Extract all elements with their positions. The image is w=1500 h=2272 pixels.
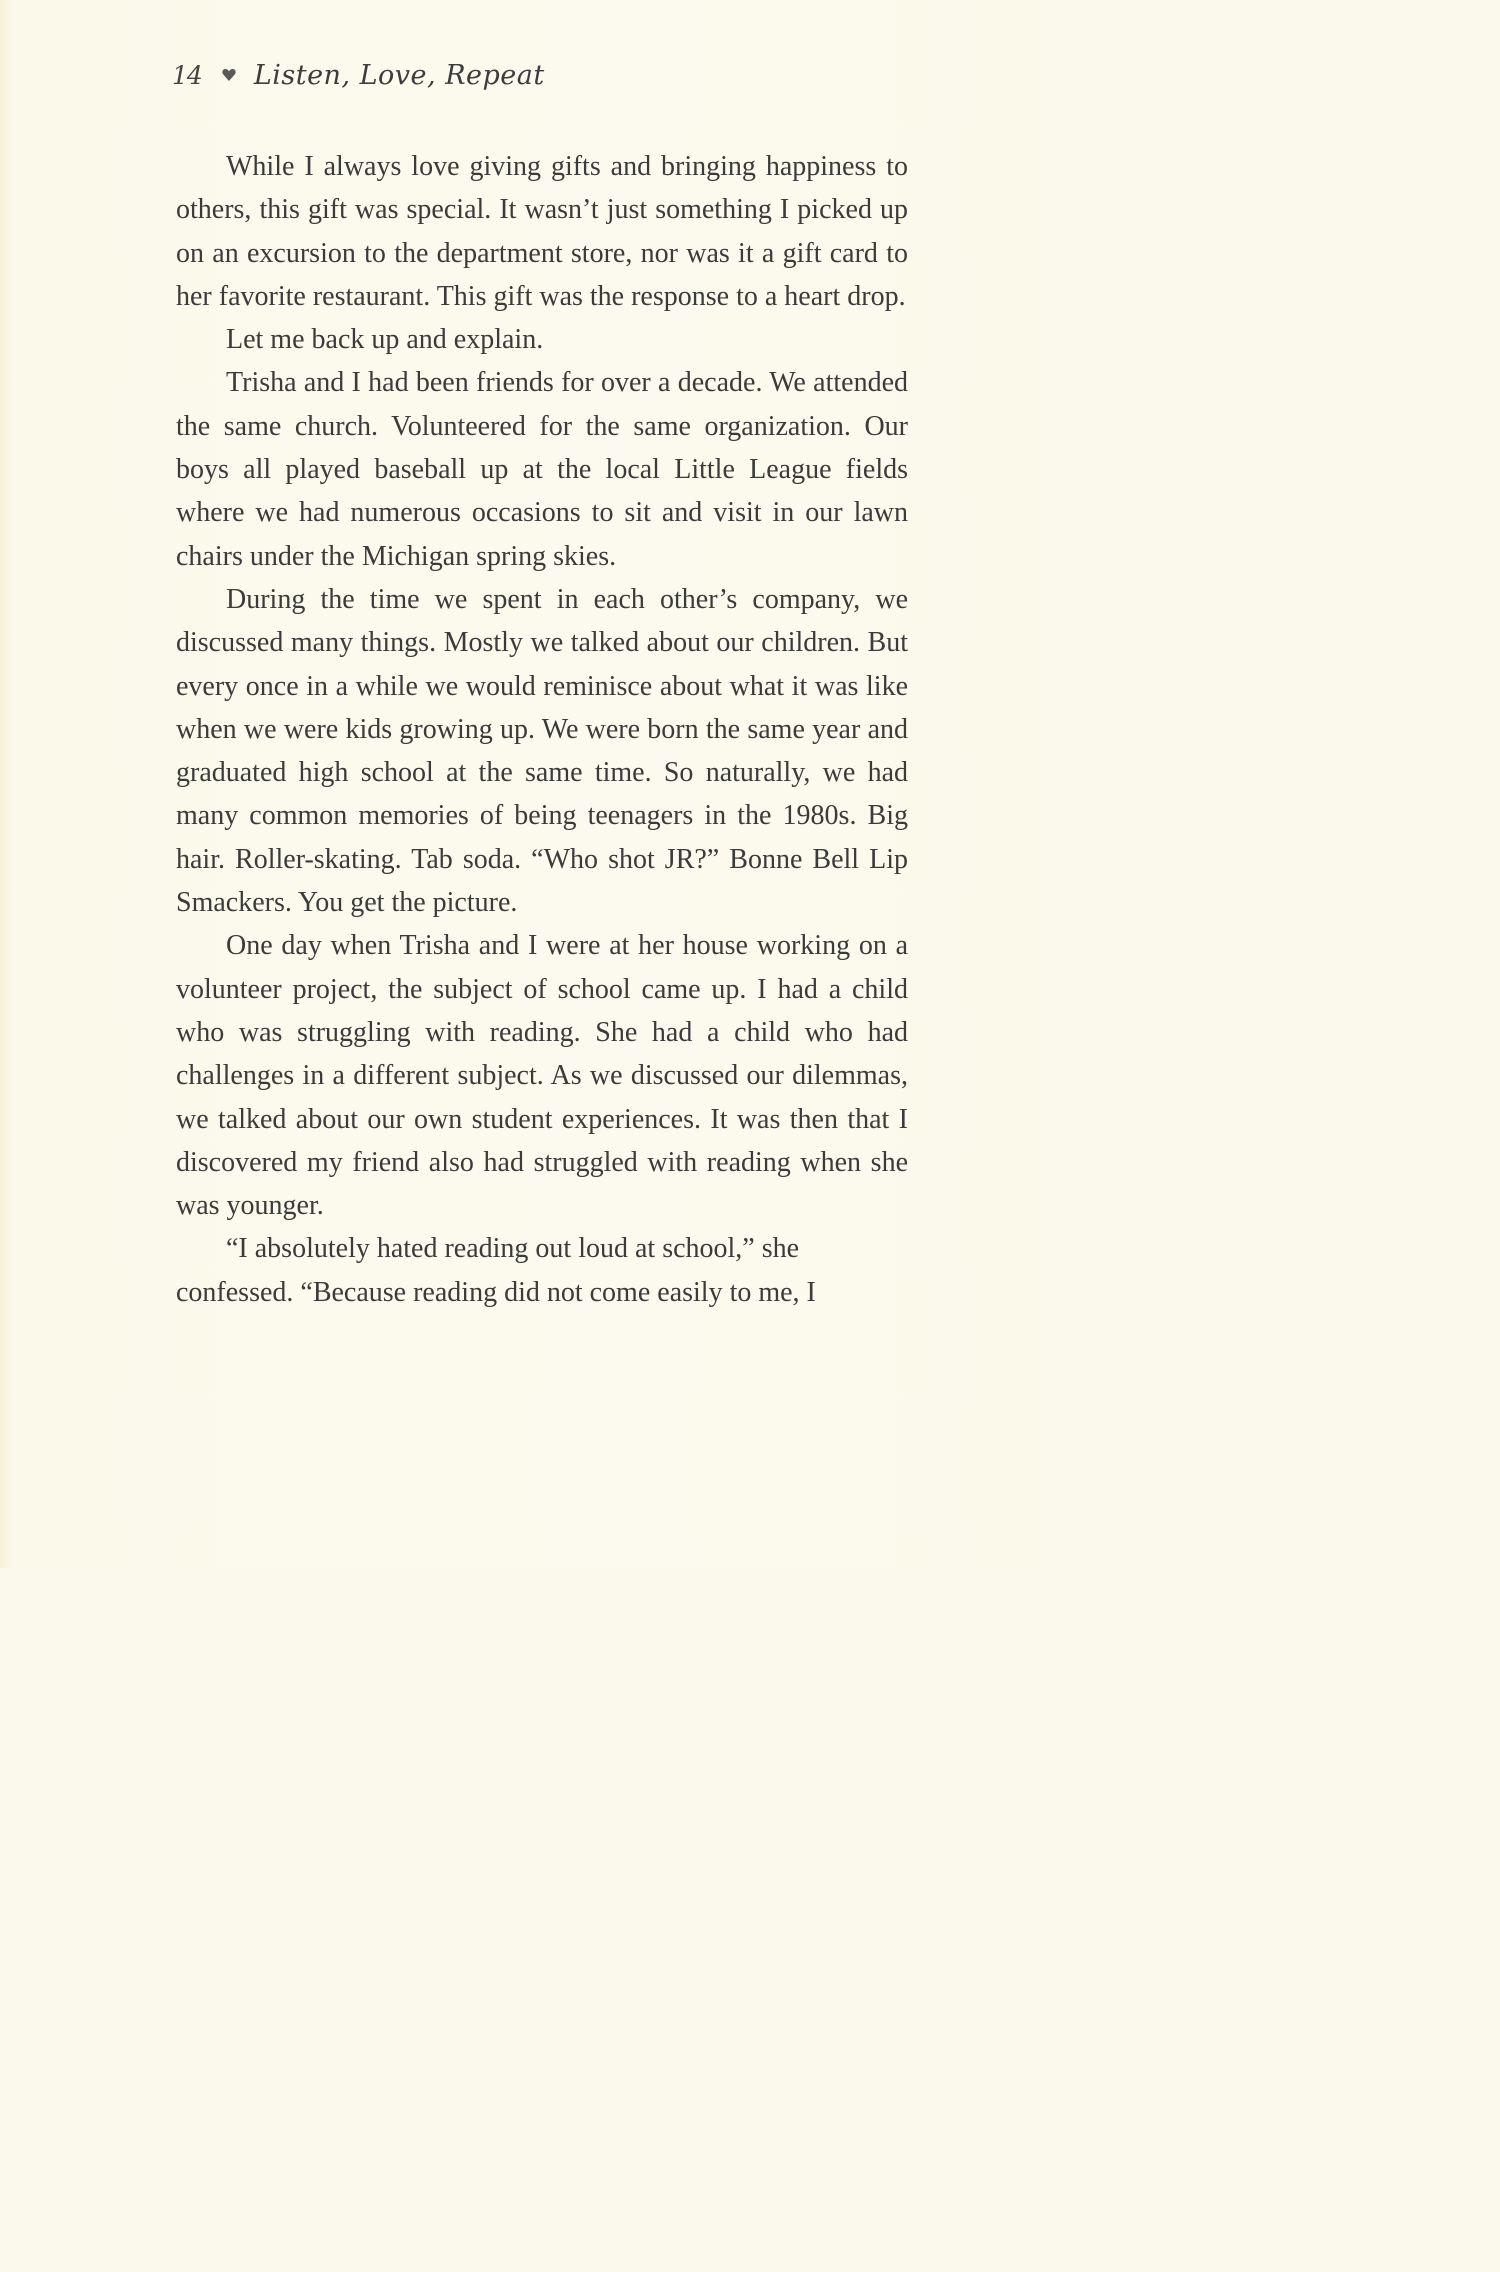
body-text	[176, 145, 908, 1314]
paragraph: “I absolutely hated reading out loud at school,” she confessed. “Because reading did not come easily to me, I	[176, 1233, 816, 1308]
book-title: Listen, Love, Repeat	[253, 59, 545, 91]
page-number: 14	[172, 60, 202, 90]
book-page	[0, 0, 1035, 1568]
paragraph: Trisha and I had been friends for over a decade. We attended the same church. Volunteered for the same organization. Our boys all played baseball up at the local Little League fields where we had numerous occasions to sit and visit in our lawn chairs under the Michigan spring skies.	[176, 367, 908, 572]
paragraph: While I always love giving gifts and bringing happiness to others, this gift was special. It wasn’t just something I picked up on an excursion to the department store, nor was it a gift card to her favorite restaurant. This gift was the response to a heart drop.	[176, 151, 908, 312]
paragraph: During the time we spent in each other’s company, we discussed many things. Mostly we talked about our children. But every once in a while we would reminisce about what it was like when we were kids growing up. We were born the same year and graduated high school at the same time. So naturally, we had many common memories of being teenagers in the 1980s. Big hair. Roller-skating. Tab soda. “Who shot JR?” Bonne Bell Lip Smackers. You get the picture.	[176, 583, 908, 919]
running-header	[172, 55, 545, 95]
paragraph: One day when Trisha and I were at her house working on a volunteer project, the subject of school came up. I had a child who was struggling with reading. She had a child who had challenges in a different subject. As we discussed our dilemmas, we talked about our own student experiences. It was then that I discovered my friend also had struggled with reading when she was younger.	[176, 930, 908, 1222]
paragraph: Let me back up and explain.	[226, 324, 544, 356]
heart-icon	[222, 68, 236, 82]
